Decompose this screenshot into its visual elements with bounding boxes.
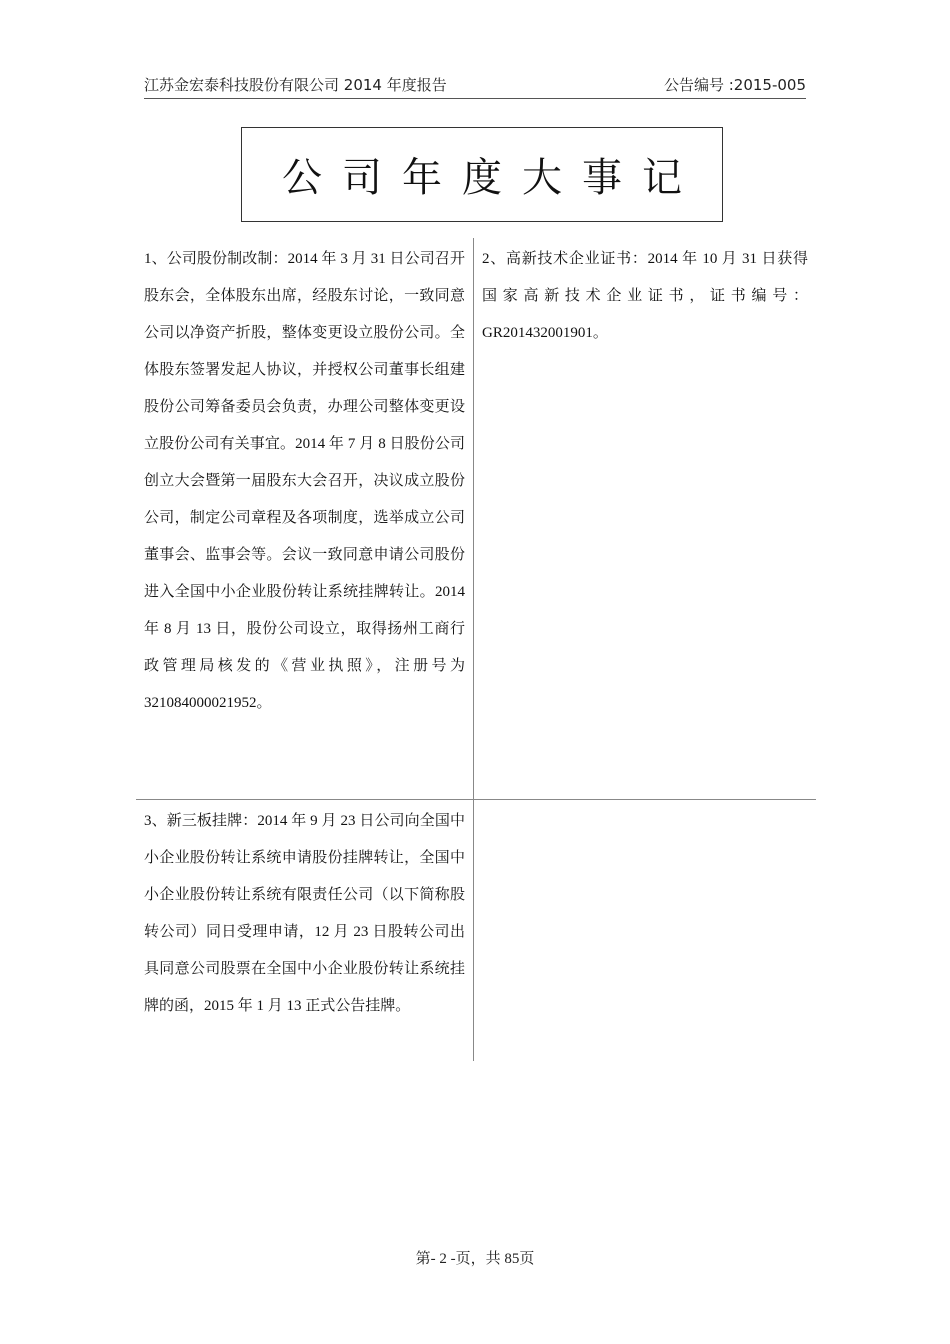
page-title: 公司年度大事记: [282, 155, 702, 201]
event-share-reform: 1、公司股份制改制：2014 年 3 月 31 日公司召开股东会，全体股东出席，经股东讨论，一致同意公司以净资产折股，整体变更设立股份公司。全体股东签署发起人协议，并授权公司董事长组建股份公司筹备委员会负责，办理公司整体变更设立股份公司有关事宜。2014 年 7 月 8 日股份公司创立大会暨第一届股东大会召开，决议成立股份公司，制定公司章程及各项制度，选举成立公司董事会、监事会等。会议一致同意申请公司股份进入全国中小企业股份转让系统挂牌转让。2014 年 8 月 13 日，股份公司设立，取得扬州工商行政管理局核发的《营业执照》，注册号为321084000021952。: [136, 238, 474, 799]
event-neeq-listing: 3、新三板挂牌：2014 年 9 月 23 日公司向全国中小企业股份转让系统申请股份挂牌转让，全国中小企业股份转让系统有限责任公司（以下简称股转公司）同日受理申请，12 月 23 日股转公司出具同意公司股票在全国中小企业股份转让系统挂牌的函，2015 年 1 月 13 正式公告挂牌。: [136, 800, 474, 1061]
page-number: 第- 2 -页，共 85页: [415, 1251, 535, 1267]
page-header: [144, 72, 806, 99]
header-announcement-number: 公告编号 :2015-005: [663, 76, 806, 94]
events-table: [136, 238, 816, 1061]
event-empty-cell: [474, 800, 816, 1061]
event-hightech-certificate: 2、高新技术企业证书：2014 年 10 月 31 日获得国家高新技术企业证书，证书编号：GR201432001901。: [482, 251, 808, 341]
title-box: [241, 127, 723, 222]
events-row: [136, 800, 816, 1061]
events-row: [136, 238, 816, 800]
header-company-report: 江苏金宏泰科技股份有限公司 2014 年度报告: [144, 76, 447, 94]
